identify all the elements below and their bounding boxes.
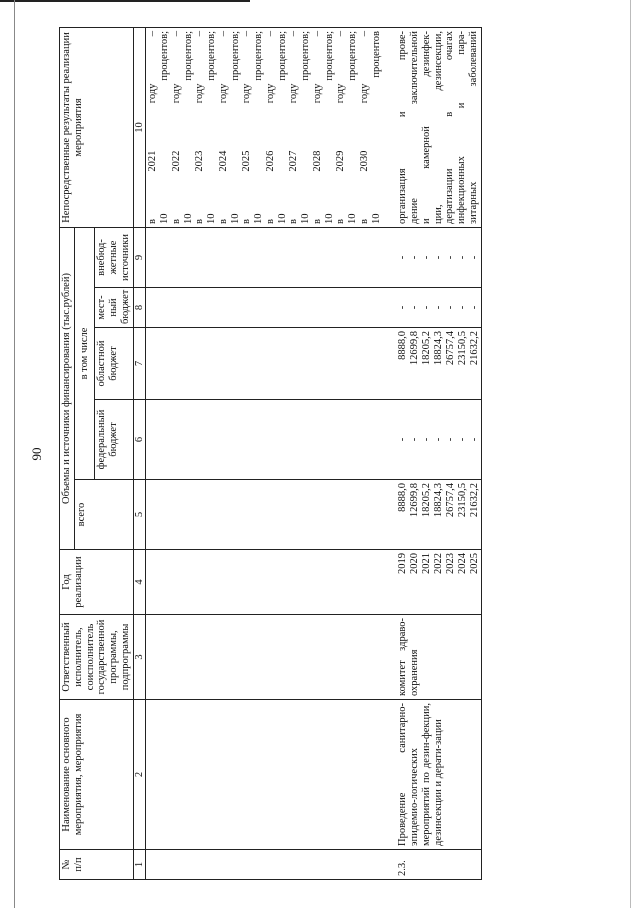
header-funding-group: Объемы и источники финансирования (тыс.рублей)	[60, 227, 75, 549]
column-number: 1	[133, 850, 146, 880]
header-executor: Ответственный исполнитель, соисполнитель государственной программы, подпрограммы	[60, 615, 134, 700]
result-line: 10 процентов;	[323, 30, 335, 224]
event-offbudget	[383, 227, 481, 287]
result-text-line: зитарных заболеваний	[467, 30, 479, 224]
empty-cell	[146, 400, 384, 480]
empty-cell	[146, 615, 384, 700]
result-line: 10 процентов;	[276, 30, 288, 224]
column-number: 10	[133, 27, 146, 227]
federal-value: -	[445, 437, 457, 442]
result-text-line: и камерной дезинфек-	[420, 30, 432, 224]
column-numbers-row	[133, 27, 146, 879]
header-total: всего	[74, 480, 133, 550]
offbudget-value: -	[433, 255, 445, 260]
local-value: -	[397, 305, 409, 310]
result-line: 10 процентов;	[253, 30, 264, 224]
empty-cell	[146, 480, 384, 550]
total-value: 26757,4	[445, 483, 457, 518]
regional-value: 21632,2	[469, 331, 481, 366]
scan-edge-top	[0, 0, 250, 2]
result-text-line: дение заключительной	[409, 30, 420, 224]
column-number: 9	[133, 227, 146, 287]
column-number: 2	[133, 700, 146, 850]
result-line: в 2030 году –	[358, 30, 370, 224]
continuation-row	[146, 27, 384, 879]
header-regional-budget: областной бюджет	[95, 328, 133, 400]
result-line: 10 процентов;	[229, 30, 241, 224]
header-federal-budget: федеральный бюджет	[95, 400, 133, 480]
total-value: 8888,0	[397, 483, 409, 512]
local-value: -	[433, 305, 445, 310]
federal-value: -	[469, 437, 481, 442]
year-value: 2019	[397, 553, 409, 574]
result-text-line: ции, дезинсекции,	[432, 30, 444, 224]
empty-cell	[146, 700, 384, 850]
continued-results-cell	[146, 27, 384, 227]
offbudget-value: -	[421, 255, 433, 260]
offbudget-value: -	[457, 255, 469, 260]
event-federal	[383, 400, 481, 480]
column-number: 8	[133, 288, 146, 328]
funding-table	[59, 27, 482, 880]
event-name: Проведение санитарно-эпидемио-логических мероприятий по дезин-фекции, дезинсекции и дерати-зации	[383, 700, 481, 850]
result-line: в 2027 году –	[288, 30, 300, 224]
result-text-line: инфекционных и пара-	[456, 30, 467, 224]
offbudget-value: -	[445, 255, 457, 260]
continued-results-list	[147, 31, 382, 224]
year-value: 2021	[421, 553, 433, 574]
result-line: в 2025 году –	[241, 30, 253, 224]
column-number: 3	[133, 615, 146, 700]
result-text-line: дератизации в очагах	[444, 30, 456, 224]
year-value: 2020	[409, 553, 421, 574]
event-local	[383, 288, 481, 328]
year-value: 2023	[445, 553, 457, 574]
result-line: в 2021 году –	[147, 30, 159, 224]
header-results: Непосредственные результаты реализации мероприятия	[60, 27, 134, 227]
federal-value: -	[433, 437, 445, 442]
total-value: 18205,2	[421, 483, 433, 518]
page-number: 90	[29, 447, 44, 461]
local-value: -	[421, 305, 433, 310]
result-line: в 2026 году –	[264, 30, 276, 224]
result-line: 10 процентов;	[347, 30, 358, 224]
regional-value: 18824,3	[433, 331, 445, 366]
result-line: в 2029 году –	[335, 30, 347, 224]
rotated-content	[25, 14, 615, 894]
total-value: 18824,3	[433, 483, 445, 518]
local-value: -	[445, 305, 457, 310]
header-year: Год реализации	[60, 550, 134, 615]
empty-cell	[146, 288, 384, 328]
federal-value: -	[409, 437, 421, 442]
result-line: в 2023 году –	[194, 30, 206, 224]
column-number: 4	[133, 550, 146, 615]
result-line: 10 процентов;	[206, 30, 217, 224]
regional-value: 8888,0	[397, 331, 409, 360]
total-value: 12699,8	[409, 483, 421, 518]
event-regional	[383, 328, 481, 400]
regional-value: 12699,8	[409, 331, 421, 366]
event-number: 2.3.	[383, 850, 481, 880]
header-offbudget: внебюд- жетные источники	[95, 227, 133, 287]
column-number: 5	[133, 480, 146, 550]
event-results	[383, 27, 481, 227]
offbudget-value: -	[469, 255, 481, 260]
header-number: № п/п	[60, 850, 134, 880]
result-line: 10 процентов	[370, 30, 382, 224]
event-total	[383, 480, 481, 550]
empty-cell	[146, 850, 384, 880]
result-text-line: организация и прове-	[397, 30, 409, 224]
local-value: -	[457, 305, 469, 310]
federal-value: -	[397, 437, 409, 442]
offbudget-value: -	[409, 255, 421, 260]
result-line: в 2024 году –	[217, 30, 229, 224]
event-row-2-3	[383, 27, 481, 879]
regional-value: 18205,2	[421, 331, 433, 366]
total-value: 21632,2	[469, 483, 481, 518]
result-line: 10 процентов;	[300, 30, 311, 224]
event-executor: комитет здраво-охранения	[383, 615, 481, 700]
regional-value: 26757,4	[445, 331, 457, 366]
result-line: в 2028 году –	[311, 30, 323, 224]
offbudget-value: -	[397, 255, 409, 260]
local-value: -	[409, 305, 421, 310]
federal-value: -	[421, 437, 433, 442]
result-line: 10 процентов;	[182, 30, 194, 224]
empty-cell	[146, 227, 384, 287]
year-value: 2024	[457, 553, 469, 574]
column-number: 6	[133, 400, 146, 480]
total-value: 23150,5	[457, 483, 469, 518]
result-line: в 2022 году –	[170, 30, 182, 224]
header-local-budget: мест- ный бюджет	[95, 288, 133, 328]
header-in-that-number: в том числе	[74, 227, 95, 479]
result-line: 10 процентов;	[159, 30, 170, 224]
event-years	[383, 550, 481, 615]
scan-edge-left	[14, 0, 15, 908]
year-value: 2025	[469, 553, 481, 574]
column-number: 7	[133, 328, 146, 400]
local-value: -	[469, 305, 481, 310]
empty-cell	[146, 328, 384, 400]
header-event-name: Наименование основного мероприятия, мероприятия	[60, 700, 134, 850]
regional-value: 23150,5	[457, 331, 469, 366]
federal-value: -	[457, 437, 469, 442]
year-value: 2022	[433, 553, 445, 574]
empty-cell	[146, 550, 384, 615]
scan-edge-right	[630, 0, 631, 908]
